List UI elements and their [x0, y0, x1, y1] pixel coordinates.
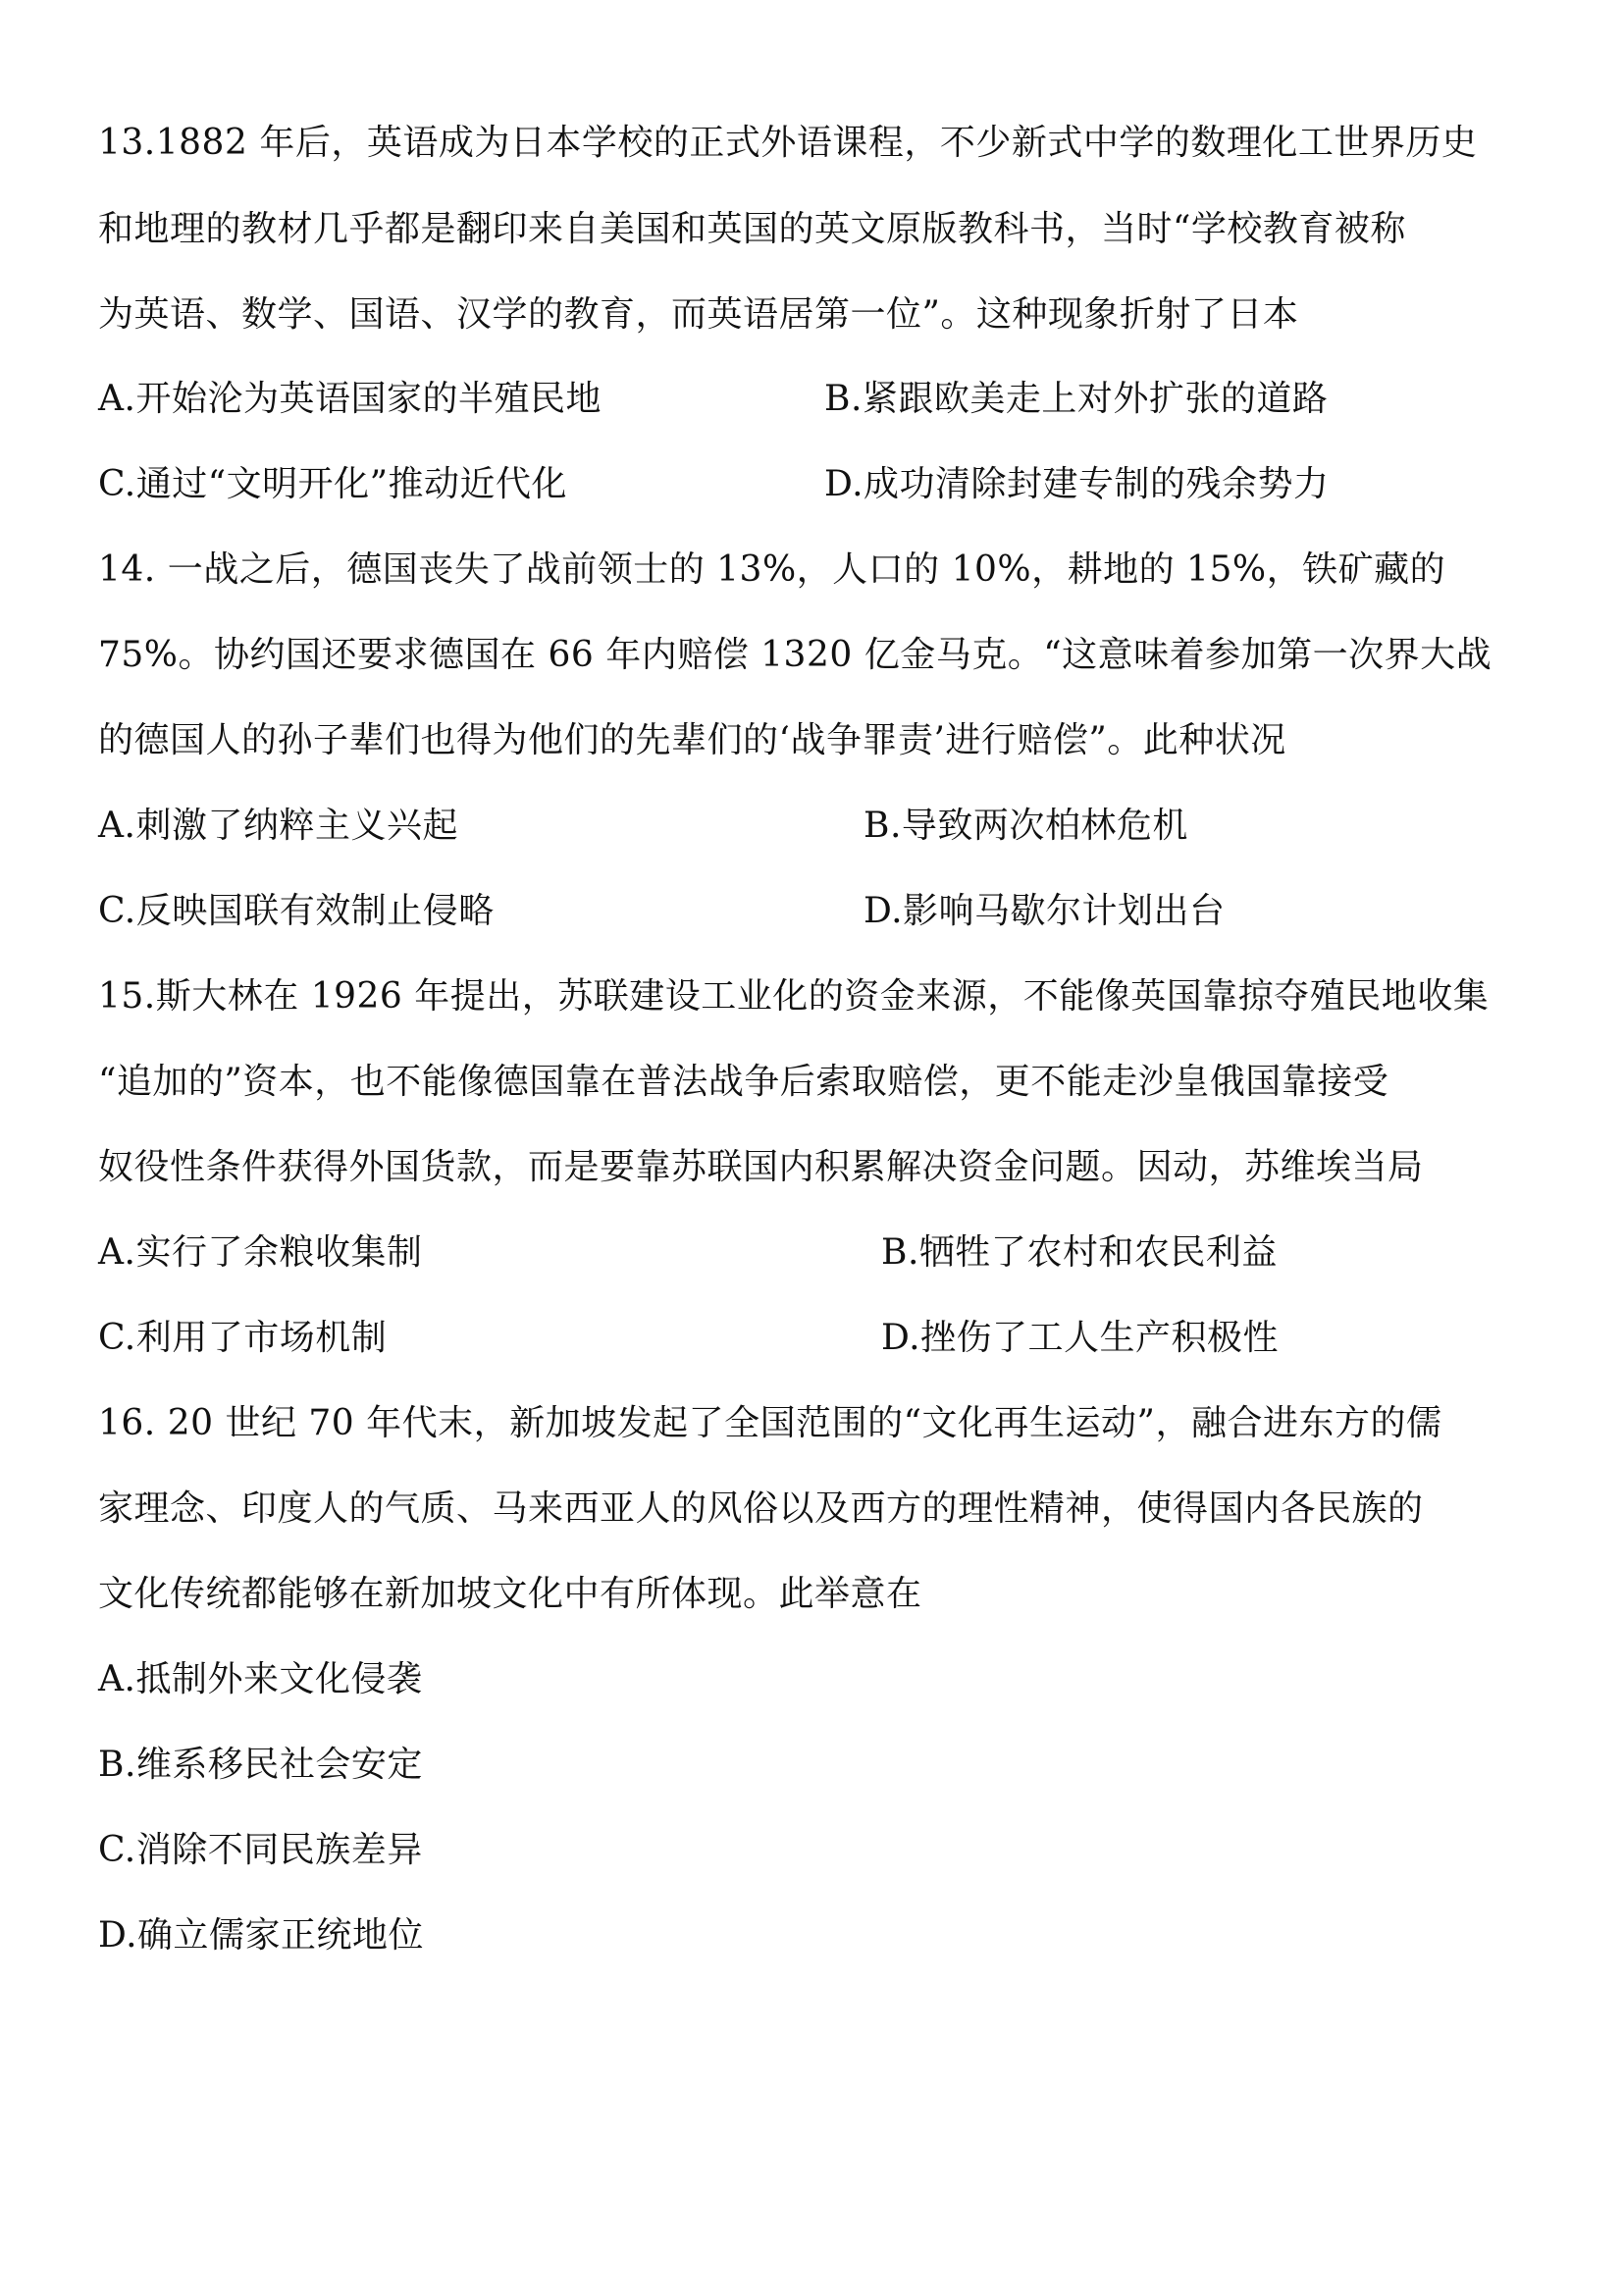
option-c: C.消除不同民族差异 [98, 1830, 423, 1870]
option-b: B.紧跟欧美走上对外扩张的道路 [824, 379, 1329, 419]
option-c: C.利用了市场机制 [98, 1318, 388, 1358]
option-a: A.刺激了纳粹主义兴起 [98, 806, 458, 846]
option-c: C.通过“文明开化”推动近代化 [98, 464, 568, 504]
question-stem-line: 15.斯大林在 1926 年提出，苏联建设工业化的资金来源，不能像英国靠掠夺殖民地收集 [98, 976, 1490, 1017]
option-a: A.实行了余粮收集制 [98, 1232, 423, 1273]
option-d: D.影响马歇尔计划出台 [864, 891, 1226, 931]
question-stem-line: 奴役性条件获得外国货款，而是要靠苏联国内积累解决资金问题。因动，苏维埃当局 [98, 1147, 1424, 1187]
question-stem-line: 14. 一战之后，德国丧失了战前领士的 13%，人口的 10%，耕地的 15%，铁矿藏的 [98, 549, 1446, 590]
question-stem-line: 和地理的教材几乎都是翻印来自美国和英国的英文原版教科书，当时“学校教育被称 [98, 209, 1406, 249]
option-a: A.开始沦为英语国家的半殖民地 [98, 379, 602, 419]
option-d: D.挫伤了工人生产积极性 [881, 1318, 1280, 1358]
option-c: C.反映国联有效制止侵略 [98, 891, 495, 931]
option-d: D.确立儒家正统地位 [98, 1915, 425, 1956]
option-a: A.抵制外来文化侵袭 [98, 1659, 423, 1699]
question-stem-line: 为英语、数学、国语、汉学的教育，而英语居第一位”。这种现象折射了日本 [98, 294, 1299, 335]
question-stem-line: 75%。协约国还要求德国在 66 年内赔偿 1320 亿金马克。“这意味着参加第一次界大战 [98, 635, 1492, 675]
question-stem-line: “追加的”资本，也不能像德国靠在普法战争后索取赔偿，更不能走沙皇俄国靠接受 [98, 1062, 1389, 1102]
question-stem-line: 的德国人的孙子辈们也得为他们的先辈们的‘战争罪责’进行赔偿”。此种状况 [98, 720, 1286, 760]
question-stem-line: 文化传统都能够在新加坡文化中有所体现。此举意在 [98, 1574, 922, 1614]
option-b: B.牺牲了农村和农民利益 [881, 1232, 1278, 1273]
question-stem-line: 13.1882 年后，英语成为日本学校的正式外语课程，不少新式中学的数理化工世界历史 [98, 123, 1478, 163]
option-b: B.导致两次柏林危机 [864, 806, 1188, 846]
question-stem-line: 16. 20 世纪 70 年代末，新加坡发起了全国范围的“文化再生运动”，融合进东方的儒 [98, 1403, 1442, 1443]
option-b: B.维系移民社会安定 [98, 1745, 423, 1785]
question-stem-line: 家理念、印度人的气质、马来西亚人的风俗以及西方的理性精神，使得国内各民族的 [98, 1488, 1424, 1529]
option-d: D.成功清除封建专制的残余势力 [824, 464, 1330, 504]
